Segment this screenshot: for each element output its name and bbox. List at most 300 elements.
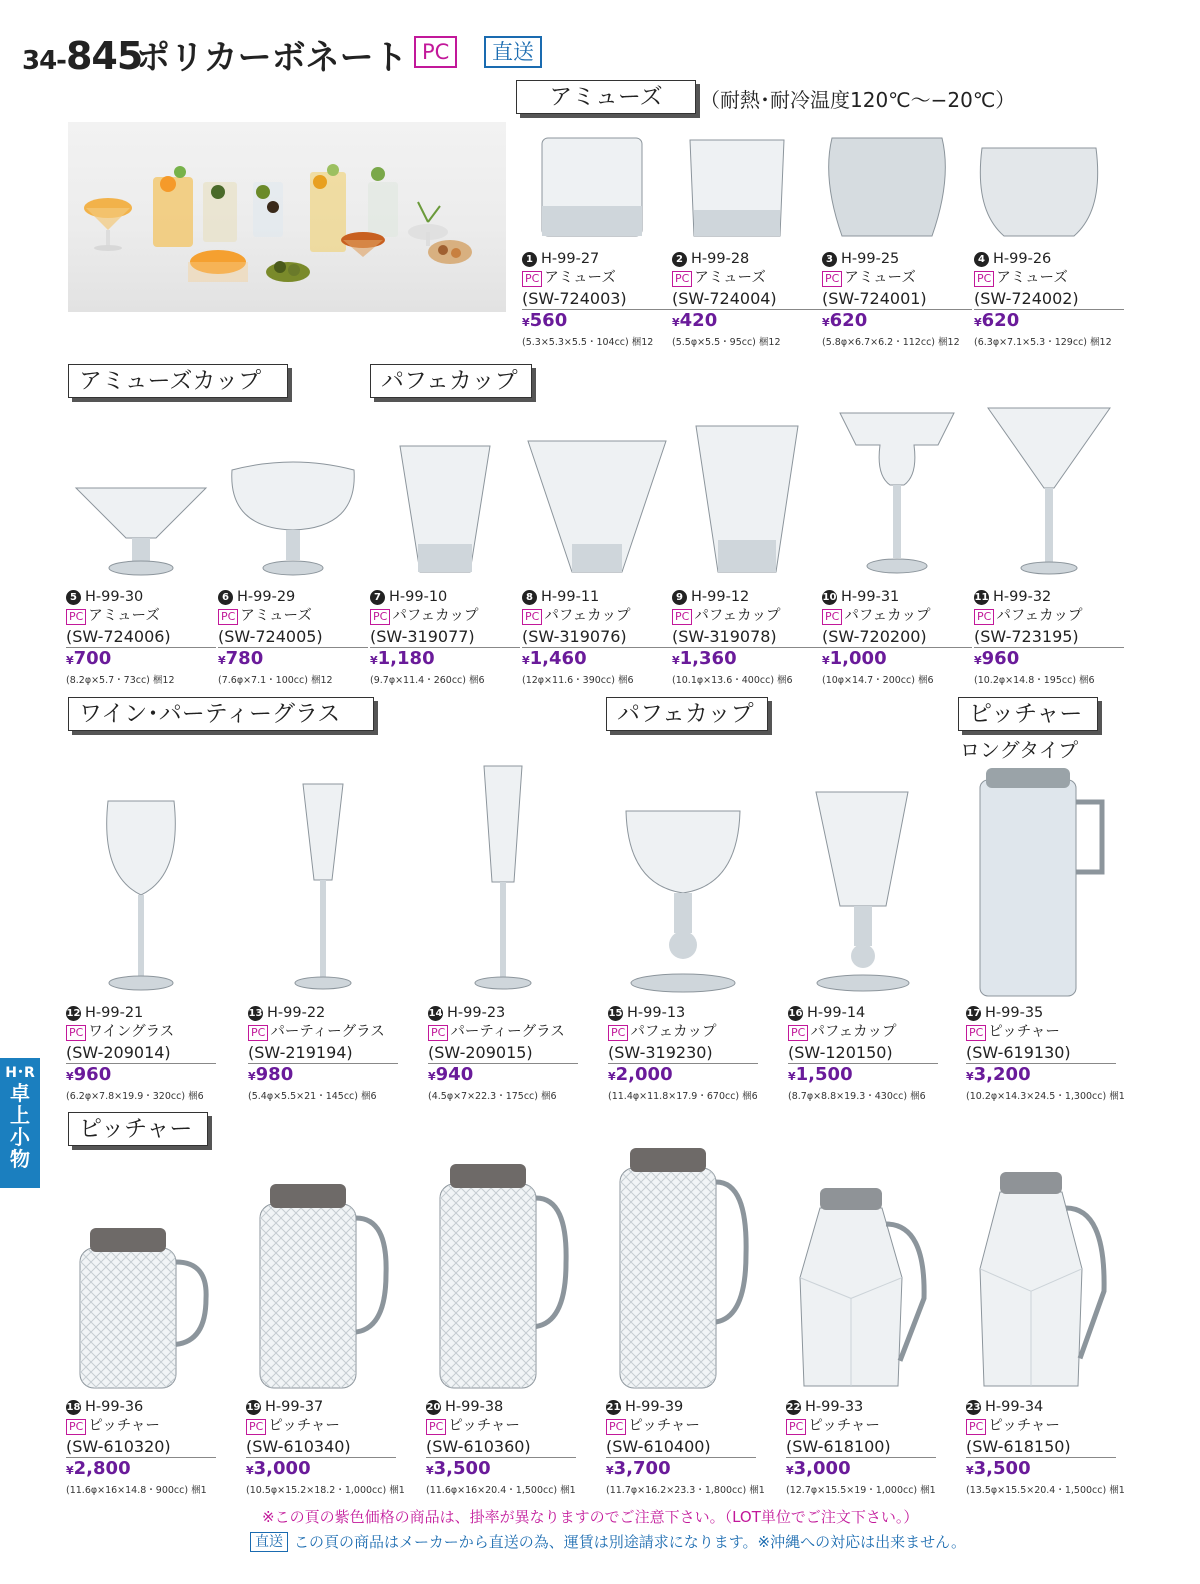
pc-mini-tag: PC (672, 271, 692, 287)
product-number-badge: 19 (246, 1402, 261, 1413)
price-value: 560 (529, 310, 568, 331)
price-value: 2,800 (73, 1458, 131, 1479)
pc-mini-tag: PC (522, 609, 542, 625)
pc-mini-tag: PC (606, 1419, 626, 1435)
product-code-line (606, 1398, 756, 1417)
product-price (672, 648, 822, 672)
price-value: 960 (981, 648, 1020, 669)
product-item (66, 588, 216, 686)
product-sw-code: (SW-723195) (974, 626, 1124, 648)
product-code-line (428, 1004, 578, 1023)
yen-sign: ¥ (608, 1070, 616, 1083)
yen-sign: ¥ (370, 654, 378, 667)
product-image (370, 440, 520, 578)
product-code: H-99-13 (627, 1005, 686, 1021)
product-name: アミューズ (88, 608, 160, 624)
product-sw-code: (SW-319078) (672, 626, 822, 648)
product-sw-code: (SW-610340) (246, 1436, 396, 1458)
product-code-line (522, 588, 672, 607)
product-item (974, 588, 1124, 686)
product-code: H-99-33 (805, 1399, 864, 1415)
product-name: アミューズ (694, 270, 766, 286)
section-amuse: アミューズ (516, 80, 696, 114)
product-sw-code: (SW-618150) (966, 1436, 1116, 1458)
product-number-badge: 2 (672, 252, 687, 267)
yen-sign: ¥ (788, 1070, 796, 1083)
pitcher-long-type: ロングタイプ (960, 738, 1079, 762)
product-price (966, 1458, 1116, 1482)
section-amuse-cup: アミューズカップ (68, 364, 288, 398)
product-sw-code: (SW-724003) (522, 288, 672, 310)
product-code: H-99-30 (85, 589, 144, 605)
product-sw-code: (SW-219194) (248, 1042, 398, 1064)
product-image (822, 405, 972, 578)
product-name-line (966, 1417, 1116, 1436)
product-name-line (522, 607, 672, 626)
product-image (522, 435, 672, 578)
product-number-badge: 21 (606, 1402, 621, 1413)
product-spec: (6.3φ×7.1×5.3・129cc) 梱12 (974, 337, 1112, 348)
footer-shipping-note (250, 1531, 966, 1552)
product-name-line (66, 607, 216, 626)
section-wine-party-glass: ワイン･パーティーグラス (68, 697, 374, 731)
price-value: 3,000 (793, 1458, 851, 1479)
product-price (822, 310, 972, 334)
product-item (66, 1004, 216, 1102)
product-sw-code: (SW-610320) (66, 1436, 216, 1458)
product-number-badge: 13 (248, 1008, 263, 1019)
section-parfait-cup-2: パフェカップ (606, 697, 768, 731)
product-name-line (966, 1023, 1116, 1042)
product-spec: (10.2φ×14.3×24.5・1,300cc) 梱1 (966, 1091, 1125, 1102)
pc-mini-tag: PC (246, 1419, 266, 1435)
price-value: 2,000 (615, 1064, 673, 1085)
product-sw-code: (SW-209014) (66, 1042, 216, 1064)
product-name-line (822, 269, 972, 288)
direct-ship-tag: 直送 (250, 1532, 288, 1552)
product-code: H-99-10 (389, 589, 448, 605)
product-name-line (522, 269, 672, 288)
product-price (974, 648, 1124, 672)
product-sw-code: (SW-720200) (822, 626, 972, 648)
side-tab-char: 卓 (10, 1081, 30, 1105)
product-code-line (248, 1004, 398, 1023)
product-item (822, 250, 972, 348)
product-code: H-99-39 (625, 1399, 684, 1415)
price-value: 420 (679, 310, 718, 331)
product-item (370, 588, 520, 686)
product-name-line (428, 1023, 578, 1042)
product-code: H-99-26 (993, 251, 1052, 267)
product-image (66, 795, 216, 993)
yen-sign: ¥ (966, 1070, 974, 1083)
product-image (428, 762, 578, 993)
yen-sign: ¥ (522, 654, 530, 667)
product-name-line (246, 1417, 396, 1436)
price-value: 3,000 (253, 1458, 311, 1479)
amuse-serving-photo (68, 122, 506, 312)
product-spec: (8.7φ×8.8×19.3・430cc) 梱6 (788, 1091, 926, 1102)
product-price (522, 310, 672, 334)
product-spec: (5.5φ×5.5・95cc) 梱12 (672, 337, 781, 348)
product-name: パーティーグラス (270, 1024, 385, 1040)
product-sw-code: (SW-724002) (974, 288, 1124, 310)
product-spec: (10.5φ×15.2×18.2・1,000cc) 梱1 (246, 1485, 405, 1496)
product-spec: (5.4φ×5.5×21・145cc) 梱6 (248, 1091, 377, 1102)
product-code: H-99-29 (237, 589, 296, 605)
pc-mini-tag: PC (672, 609, 692, 625)
price-value: 1,360 (679, 648, 737, 669)
product-code-line (370, 588, 520, 607)
pc-mini-tag: PC (66, 609, 86, 625)
product-code: H-99-14 (807, 1005, 866, 1021)
product-number-badge: 6 (218, 590, 233, 605)
yen-sign: ¥ (426, 1464, 434, 1477)
product-code-line (966, 1398, 1116, 1417)
product-image (426, 1158, 576, 1392)
pc-mini-tag: PC (974, 271, 994, 287)
product-name-line (974, 607, 1124, 626)
product-code: H-99-23 (447, 1005, 506, 1021)
product-code-line (822, 588, 972, 607)
yen-sign: ¥ (66, 1464, 74, 1477)
pc-mini-tag: PC (66, 1419, 86, 1435)
side-tab-label: H･R (5, 1065, 35, 1081)
product-name: ワイングラス (88, 1024, 175, 1040)
product-name: パフェカップ (996, 608, 1083, 624)
product-code-line (608, 1004, 758, 1023)
product-name: パフェカップ (630, 1024, 717, 1040)
product-name: パフェカップ (544, 608, 631, 624)
product-number-badge: 14 (428, 1008, 443, 1019)
price-value: 3,200 (973, 1064, 1031, 1085)
yen-sign: ¥ (966, 1464, 974, 1477)
product-code: H-99-22 (267, 1005, 326, 1021)
product-number-badge: 10 (822, 592, 837, 603)
product-name: ピッチャー (628, 1418, 700, 1434)
product-item (248, 1004, 398, 1102)
pc-mini-tag: PC (966, 1419, 986, 1435)
product-price (246, 1458, 396, 1482)
product-item (672, 588, 822, 686)
product-image (66, 1222, 216, 1392)
price-value: 1,000 (829, 648, 887, 669)
product-price (370, 648, 520, 672)
product-number-badge: 17 (966, 1008, 981, 1019)
product-price (672, 310, 822, 334)
product-spec: (13.5φ×15.5×20.4・1,500cc) 梱1 (966, 1485, 1125, 1496)
product-code-line (218, 588, 368, 607)
product-price (426, 1458, 576, 1482)
product-code-line (522, 250, 672, 269)
product-item (788, 1004, 938, 1102)
product-image (672, 128, 822, 240)
product-code: H-99-21 (85, 1005, 144, 1021)
price-value: 3,500 (433, 1458, 491, 1479)
product-image (522, 128, 672, 240)
product-code-line (672, 250, 822, 269)
product-item (246, 1398, 405, 1496)
product-name: ピッチャー (808, 1418, 880, 1434)
product-number-badge: 7 (370, 590, 385, 605)
yen-sign: ¥ (248, 1070, 256, 1083)
product-item (606, 1398, 765, 1496)
product-sw-code: (SW-319077) (370, 626, 520, 648)
product-spec: (7.6φ×7.1・100cc) 梱12 (218, 675, 333, 686)
product-code-line (426, 1398, 576, 1417)
product-name: パフェカップ (694, 608, 781, 624)
side-tab-char: 小 (10, 1125, 30, 1149)
product-price (66, 1064, 216, 1088)
section-pitcher: ピッチャー (958, 697, 1098, 731)
product-spec: (4.5φ×7×22.3・175cc) 梱6 (428, 1091, 557, 1102)
product-spec: (11.6φ×16×14.8・900cc) 梱1 (66, 1485, 207, 1496)
direct-ship-tag: 直送 (484, 36, 542, 68)
page-title: ポリカーボネート (136, 38, 408, 78)
product-name: ピッチャー (988, 1418, 1060, 1434)
pc-mini-tag: PC (974, 609, 994, 625)
product-spec: (11.4φ×11.8×17.9・670cc) 梱6 (608, 1091, 758, 1102)
product-sw-code: (SW-618100) (786, 1436, 936, 1458)
product-sw-code: (SW-209015) (428, 1042, 578, 1064)
product-price (608, 1064, 758, 1088)
product-spec: (11.7φ×16.2×23.3・1,800cc) 梱1 (606, 1485, 765, 1496)
product-sw-code: (SW-724004) (672, 288, 822, 310)
price-value: 3,500 (973, 1458, 1031, 1479)
yen-sign: ¥ (246, 1464, 254, 1477)
product-item (974, 250, 1124, 348)
product-item (822, 588, 972, 686)
product-image (248, 780, 398, 993)
product-number-badge: 1 (522, 252, 537, 267)
product-image (608, 805, 758, 993)
product-spec: (12φ×11.6・390cc) 梱6 (522, 675, 634, 686)
pc-mini-tag: PC (608, 1025, 628, 1041)
product-price (218, 648, 368, 672)
product-code: H-99-27 (541, 251, 600, 267)
yen-sign: ¥ (606, 1464, 614, 1477)
product-spec: (5.8φ×6.7×6.2・112cc) 梱12 (822, 337, 960, 348)
product-name: ピッチャー (988, 1024, 1060, 1040)
pc-mini-tag: PC (370, 609, 390, 625)
product-code: H-99-25 (841, 251, 900, 267)
product-spec: (10φ×14.7・200cc) 梱6 (822, 675, 934, 686)
product-code: H-99-12 (691, 589, 750, 605)
pc-mini-tag: PC (428, 1025, 448, 1041)
price-value: 700 (73, 648, 112, 669)
product-spec: (5.3×5.3×5.5・104cc) 梱12 (522, 337, 654, 348)
product-image (974, 128, 1124, 240)
product-item (966, 1004, 1125, 1102)
product-price (822, 648, 972, 672)
pc-mini-tag: PC (218, 609, 238, 625)
yen-sign: ¥ (66, 1070, 74, 1083)
product-name-line (606, 1417, 756, 1436)
product-image (66, 478, 216, 578)
product-name-line (608, 1023, 758, 1042)
product-code-line (966, 1004, 1116, 1023)
product-price (974, 310, 1124, 334)
section-pitcher-2: ピッチャー (68, 1112, 208, 1146)
product-code-line (822, 250, 972, 269)
pc-tag: PC (414, 36, 457, 68)
product-number-badge: 3 (822, 252, 837, 267)
product-code: H-99-36 (85, 1399, 144, 1415)
product-item (522, 588, 672, 686)
product-spec: (10.2φ×14.8・195cc) 梱6 (974, 675, 1095, 686)
pc-mini-tag: PC (788, 1025, 808, 1041)
yen-sign: ¥ (974, 316, 982, 329)
product-spec: (12.7φ×15.5×19・1,000cc) 梱1 (786, 1485, 936, 1496)
footer-shipping-text: この頁の商品はメーカーから直送の為、運賃は別途請求になります。※沖縄への対応は出来ません。 (294, 1533, 966, 1551)
product-name-line (218, 607, 368, 626)
product-sw-code: (SW-724001) (822, 288, 972, 310)
product-sw-code: (SW-724006) (66, 626, 216, 648)
product-item (66, 1398, 216, 1496)
price-value: 620 (829, 310, 868, 331)
product-code-line (246, 1398, 396, 1417)
product-code-line (974, 588, 1124, 607)
section-parfait-cup: パフェカップ (370, 364, 532, 398)
product-code: H-99-38 (445, 1399, 504, 1415)
yen-sign: ¥ (428, 1070, 436, 1083)
side-tab-char: 物 (10, 1147, 30, 1171)
product-spec: (10.1φ×13.6・400cc) 梱6 (672, 675, 793, 686)
price-value: 620 (981, 310, 1020, 331)
product-name: ピッチャー (268, 1418, 340, 1434)
product-image (974, 402, 1124, 578)
product-image (788, 786, 938, 993)
product-name: アミューズ (844, 270, 916, 286)
product-image (786, 1184, 936, 1392)
product-sw-code: (SW-319230) (608, 1042, 758, 1064)
yen-sign: ¥ (672, 316, 680, 329)
product-name: アミューズ (544, 270, 616, 286)
product-number-badge: 8 (522, 590, 537, 605)
product-name-line (822, 607, 972, 626)
product-spec: (8.2φ×5.7・73cc) 梱12 (66, 675, 175, 686)
product-name-line (370, 607, 520, 626)
product-image (672, 420, 822, 578)
pc-mini-tag: PC (822, 271, 842, 287)
product-number-badge: 12 (66, 1008, 81, 1019)
amuse-temp-note: （耐熱･耐冷温度120℃〜−20℃） (700, 88, 1016, 112)
product-spec: (11.6φ×16×20.4・1,500cc) 梱1 (426, 1485, 576, 1496)
product-code: H-99-37 (265, 1399, 324, 1415)
product-image (822, 118, 972, 240)
pc-mini-tag: PC (426, 1419, 446, 1435)
product-name: アミューズ (996, 270, 1068, 286)
product-item (672, 250, 822, 348)
footer-price-note: ※この頁の紫色価格の商品は、掛率が異なりますのでご注意下さい。（LOT単位でご注文下さい。） (262, 1508, 919, 1526)
product-name: パフェカップ (810, 1024, 897, 1040)
pc-mini-tag: PC (66, 1025, 86, 1041)
product-item (608, 1004, 758, 1102)
product-name-line (66, 1417, 216, 1436)
product-number-badge: 4 (974, 252, 989, 267)
product-sw-code: (SW-610400) (606, 1436, 756, 1458)
product-image (966, 762, 1116, 1000)
product-name-line (672, 269, 822, 288)
product-price (786, 1458, 936, 1482)
product-price (248, 1064, 398, 1088)
product-price (522, 648, 672, 672)
product-item (426, 1398, 576, 1496)
pc-mini-tag: PC (248, 1025, 268, 1041)
product-code-line (66, 1004, 216, 1023)
product-item (428, 1004, 578, 1102)
price-value: 1,180 (377, 648, 435, 669)
product-name: ピッチャー (448, 1418, 520, 1434)
product-code-line (66, 588, 216, 607)
product-sw-code: (SW-724005) (218, 626, 368, 648)
product-name-line (426, 1417, 576, 1436)
product-price (788, 1064, 938, 1088)
pc-mini-tag: PC (522, 271, 542, 287)
product-sw-code: (SW-319076) (522, 626, 672, 648)
side-tab-char: 上 (10, 1103, 30, 1127)
product-number-badge: 9 (672, 590, 687, 605)
product-name-line (788, 1023, 938, 1042)
product-code: H-99-28 (691, 251, 750, 267)
product-name: アミューズ (240, 608, 312, 624)
yen-sign: ¥ (66, 654, 74, 667)
product-price (428, 1064, 578, 1088)
product-image (246, 1178, 396, 1392)
product-item (966, 1398, 1125, 1496)
product-sw-code: (SW-120150) (788, 1042, 938, 1064)
product-price (606, 1458, 756, 1482)
price-value: 1,460 (529, 648, 587, 669)
yen-sign: ¥ (672, 654, 680, 667)
product-code: H-99-35 (985, 1005, 1044, 1021)
price-value: 940 (435, 1064, 474, 1085)
product-name: パフェカップ (392, 608, 479, 624)
product-price (966, 1064, 1116, 1088)
price-value: 3,700 (613, 1458, 671, 1479)
product-number-badge: 23 (966, 1402, 981, 1413)
product-spec: (9.7φ×11.4・260cc) 梱6 (370, 675, 485, 686)
product-item (786, 1398, 936, 1496)
product-number-badge: 5 (66, 590, 81, 605)
product-code-line (66, 1398, 216, 1417)
product-code: H-99-11 (541, 589, 600, 605)
price-value: 980 (255, 1064, 294, 1085)
product-name-line (974, 269, 1124, 288)
yen-sign: ¥ (974, 654, 982, 667)
yen-sign: ¥ (218, 654, 226, 667)
product-name-line (672, 607, 822, 626)
product-code: H-99-34 (985, 1399, 1044, 1415)
product-image (218, 460, 368, 578)
yen-sign: ¥ (822, 316, 830, 329)
product-sw-code: (SW-619130) (966, 1042, 1116, 1064)
pc-mini-tag: PC (822, 609, 842, 625)
product-code-line (672, 588, 822, 607)
product-price (66, 648, 216, 672)
yen-sign: ¥ (786, 1464, 794, 1477)
pc-mini-tag: PC (786, 1419, 806, 1435)
product-number-badge: 20 (426, 1402, 441, 1413)
product-name: パーティーグラス (450, 1024, 565, 1040)
product-image (966, 1168, 1116, 1392)
product-number-badge: 11 (974, 592, 989, 603)
product-spec: (6.2φ×7.8×19.9・320cc) 梱6 (66, 1091, 204, 1102)
product-code: H-99-31 (841, 589, 900, 605)
product-code-line (974, 250, 1124, 269)
product-name-line (786, 1417, 936, 1436)
product-name: ピッチャー (88, 1418, 160, 1434)
